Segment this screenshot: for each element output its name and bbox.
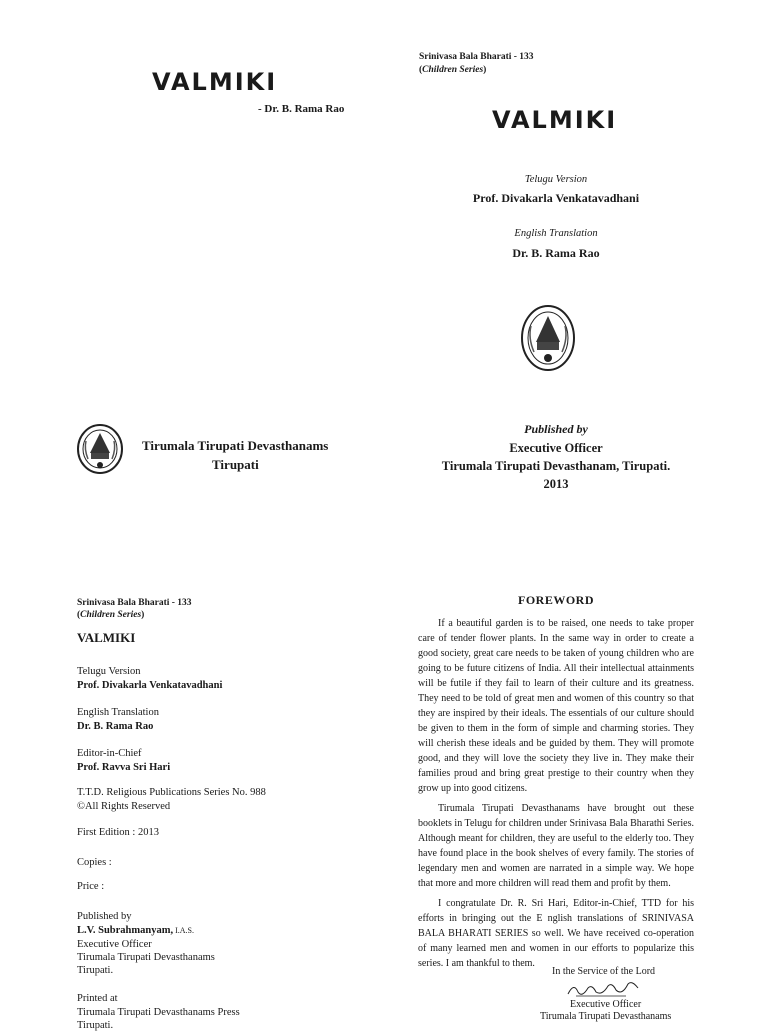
publisher-officer: Executive Officer bbox=[509, 441, 603, 455]
cover-author: - Dr. B. Rama Rao bbox=[258, 103, 345, 115]
imprint-printed-at: Printed at bbox=[77, 993, 118, 1004]
signatory-role: Executive Officer bbox=[570, 999, 642, 1010]
cover-publisher: Tirumala Tirupati Devasthanams bbox=[142, 438, 329, 453]
telugu-version-name: Prof. Divakarla Venkatavadhani bbox=[472, 191, 640, 205]
title-series-sub: (Children Series) bbox=[419, 65, 487, 75]
imprint-publisher-name: L.V. Subrahmanyam, I.A.S. bbox=[77, 925, 194, 936]
foreword-paragraph: Tirumala Tirupati Devasthanams have brought out these booklets in Telugu for children under Srinivasa Bala Bharathi Series. Although meant for children, they are useful to the elderly too. They have found place in the book shelves of every family. The stories of legendary men and women are narrated in a simple way. We hope that more and more children will read them and profit by them. bbox=[418, 803, 694, 889]
imprint-series: Srinivasa Bala Bharati - 133 bbox=[77, 598, 192, 608]
foreword-body bbox=[418, 616, 694, 971]
cover-publisher-city: Tirupati bbox=[212, 457, 259, 472]
imprint-publisher-org: Tirumala Tirupati Devasthanams bbox=[77, 952, 215, 963]
imprint-series-sub: (Children Series) bbox=[77, 610, 145, 620]
foreword-heading: FOREWORD bbox=[518, 593, 594, 607]
telugu-version-label: Telugu Version bbox=[524, 174, 588, 185]
imprint-press-city: Tirupati. bbox=[77, 1020, 114, 1031]
ttd-emblem-icon bbox=[520, 304, 576, 372]
foreword-closing: In the Service of the Lord bbox=[552, 966, 656, 977]
title-series: Srinivasa Bala Bharati - 133 bbox=[419, 52, 534, 62]
signatory-org: Tirumala Tirupati Devasthanams bbox=[540, 1011, 672, 1022]
imprint-published-by: Published by bbox=[77, 911, 132, 922]
imprint-publisher-city: Tirupati. bbox=[77, 965, 114, 976]
english-translation-label: English Translation bbox=[514, 228, 598, 239]
imprint-english-label: English Translation bbox=[77, 707, 159, 718]
imprint-price: Price : bbox=[77, 881, 105, 892]
title-page-title: VALMIKI bbox=[492, 106, 618, 134]
ttd-emblem-icon bbox=[76, 423, 124, 475]
published-by-label: Published by bbox=[524, 422, 588, 436]
imprint-title: VALMIKI bbox=[77, 630, 136, 645]
imprint-rights: ©All Rights Reserved bbox=[77, 801, 171, 812]
foreword-paragraph: I congratulate Dr. R. Sri Hari, Editor-in-Chief, TTD for his efforts in bringing out the E nglish translations of SRINIVASA BALA BHARATI SERIES so well. We have received co-operation of many learned men and women in our efforts to popularize this series. I am thankful to them. bbox=[418, 898, 694, 969]
imprint-press: Tirumala Tirupati Devasthanams Press bbox=[77, 1007, 240, 1018]
imprint-edition: First Edition : 2013 bbox=[77, 827, 159, 838]
imprint-telugu-label: Telugu Version bbox=[77, 666, 141, 677]
imprint-editor-label: Editor-in-Chief bbox=[77, 748, 142, 759]
imprint-publisher-role: Executive Officer bbox=[77, 939, 152, 950]
english-translation-name: Dr. B. Rama Rao bbox=[512, 246, 600, 260]
imprint-english-name: Dr. B. Rama Rao bbox=[77, 721, 154, 732]
imprint-telugu-name: Prof. Divakarla Venkatavadhani bbox=[77, 680, 223, 691]
foreword-paragraph: If a beautiful garden is to be raised, one needs to take proper care of tender flower plants. In the same way in order to create a good society, great care needs to be taken of young children who are going to be future citizens of India. All their intellectual attainments will be futile if they fail to learn of their culture and its greatness. They need to be told of great men and women of this country so that they are inspired by their ideals. The essentials of our culture should be given to them in the form of simple and charming stories. They will cherish these ideals and be guided by them. They will promote good, and they will love the society they live in. They make their families proud and bring great prestige to their country when they grow up into good citizens. bbox=[418, 618, 694, 794]
imprint-editor-name: Prof. Ravva Sri Hari bbox=[77, 762, 171, 773]
publisher-org: Tirumala Tirupati Devasthanam, Tirupati. bbox=[441, 459, 671, 473]
imprint-series-no: T.T.D. Religious Publications Series No. 988 bbox=[77, 787, 266, 798]
publication-year: 2013 bbox=[543, 477, 569, 491]
cover-title: VALMIKI bbox=[152, 68, 278, 96]
imprint-copies: Copies : bbox=[77, 857, 112, 868]
